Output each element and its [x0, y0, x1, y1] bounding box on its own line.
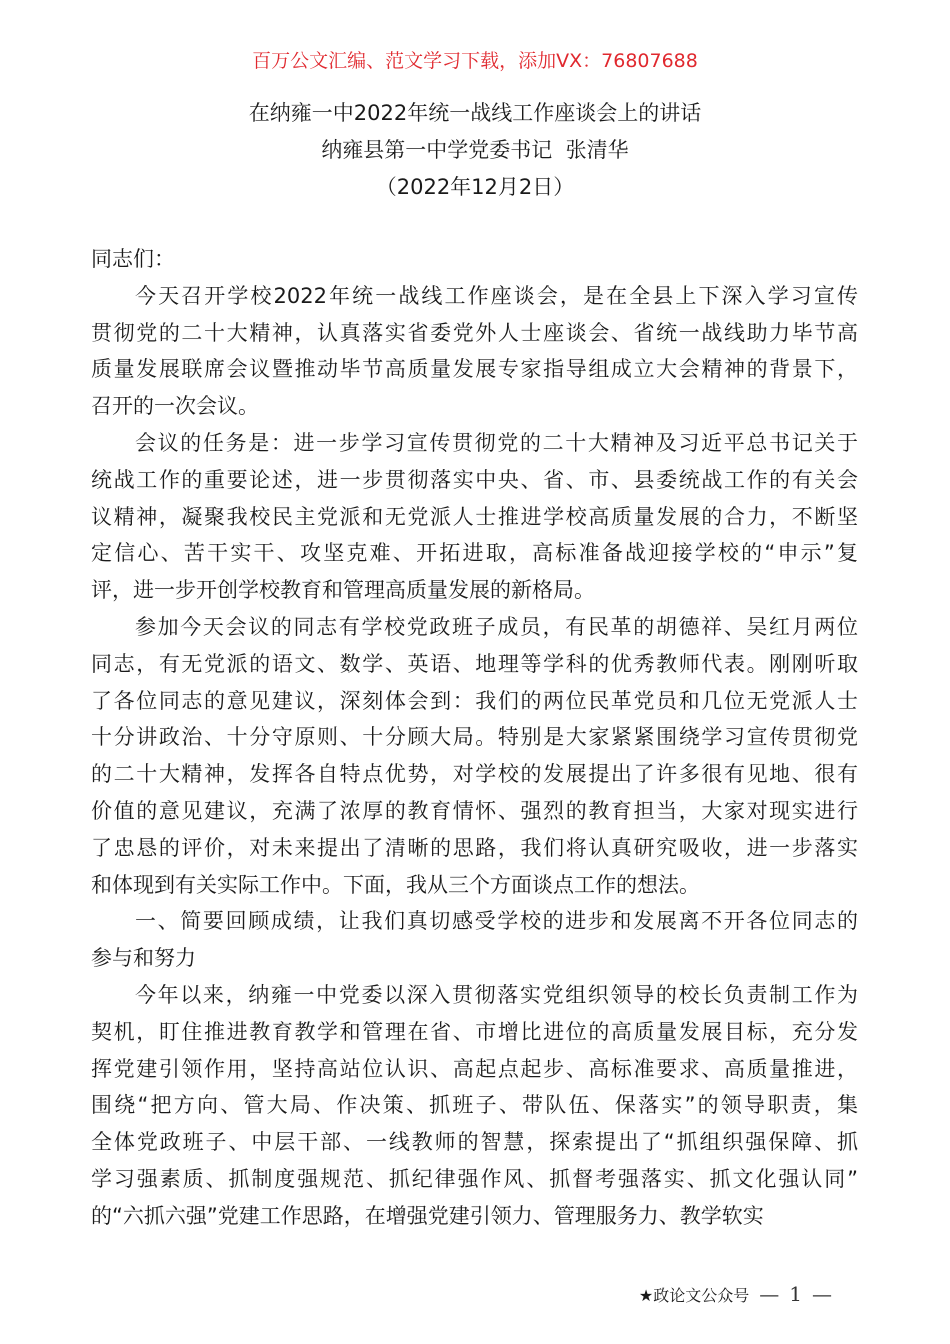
text-line: 了忠恳的评价，对未来提出了清晰的思路，我们将认真研究吸收，进一步落实: [91, 835, 858, 860]
paragraph: [91, 609, 858, 903]
footer-dash-right: —: [812, 1282, 832, 1306]
text-line: 围绕“把方向、管大局、作决策、抓班子、带队伍、保落实”的领导职责，集: [91, 1093, 858, 1118]
text-line: 了各位同志的意见建议，深刻体会到：我们的两位民革党员和几位无党派人士: [91, 688, 858, 713]
page-number: 1: [789, 1282, 802, 1306]
text-line: 的二十大精神，发挥各自特点优势，对学校的发展提出了许多很有见地、很有: [91, 762, 858, 787]
text-line: 同志们：: [91, 247, 175, 271]
text-line: 和体现到有关实际工作中。下面，我从三个方面谈点工作的想法。: [91, 872, 700, 897]
text-line: 今年以来，纳雍一中党委以深入贯彻落实党组织领导的校长负责制工作为: [135, 982, 858, 1007]
watermark-banner: 百万公文汇编、范文学习下载，添加VX：76807688: [252, 50, 698, 72]
text-line: 参与和努力: [91, 946, 196, 971]
footer-source: ★政论文公众号: [638, 1285, 750, 1305]
paragraph: [91, 977, 858, 1235]
text-line: 贯彻党的二十大精神，认真落实省委党外人士座谈会、省统一战线助力毕节高: [91, 320, 858, 345]
text-line: 统战工作的重要论述，进一步贯彻落实中央、省、市、县委统战工作的有关会: [91, 467, 858, 492]
text-line: 价值的意见建议，充满了浓厚的教育情怀、强烈的教育担当，大家对现实进行: [91, 798, 858, 823]
text-line: 的“六抓六强”党建工作思路，在增强党建引领力、管理服务力、教学软实: [91, 1203, 764, 1228]
speech-date: （2022年12月2日）: [375, 175, 575, 199]
text-line: 一、简要回顾成绩，让我们真切感受学校的进步和发展离不开各位同志的: [135, 909, 858, 934]
paragraph: [91, 241, 858, 278]
text-line: 同志，有无党派的语文、数学、英语、地理等学科的优秀教师代表。刚刚听取: [91, 651, 858, 676]
paragraph: [91, 425, 858, 609]
text-line: 契机，盯住推进教育教学和管理在省、市增比进位的高质量发展目标，充分发: [91, 1019, 858, 1044]
paragraph: [91, 278, 858, 425]
speech-title: 在纳雍一中2022年统一战线工作座谈会上的讲话: [248, 101, 702, 125]
text-line: 十分讲政治、十分守原则、十分顾大局。特别是大家紧紧围绕学习宣传贯彻党: [91, 725, 858, 750]
text-line: 参加今天会议的同志有学校党政班子成员，有民革的胡德祥、吴红月两位: [135, 614, 858, 639]
text-line: 学习强素质、抓制度强规范、抓纪律强作风、抓督考强落实、抓文化强认同”: [91, 1166, 858, 1191]
text-line: 会议的任务是：进一步学习宣传贯彻党的二十大精神及习近平总书记关于: [135, 430, 858, 455]
text-line: 质量发展联席会议暨推动毕节高质量发展专家指导组成立大会精神的背景下，: [91, 357, 858, 382]
text-line: 今天召开学校2022年统一战线工作座谈会，是在全县上下深入学习宣传: [135, 283, 858, 308]
text-line: 议精神，凝聚我校民主党派和无党派人士推进学校高质量发展的合力，不断坚: [91, 504, 858, 529]
text-line: 全体党政班子、中层干部、一线教师的智慧，探索提出了“抓组织强保障、抓: [91, 1130, 858, 1155]
speech-author: 纳雍县第一中学党委书记 张清华: [321, 138, 629, 162]
text-line: 挥党建引领作用，坚持高站位认识、高起点起步、高标准要求、高质量推进，: [91, 1056, 858, 1081]
section-heading: [91, 903, 858, 977]
text-line: 定信心、苦干实干、攻坚克难、开拓进取，高标准备战迎接学校的“申示”复: [91, 541, 858, 566]
text-line: 评，进一步开创学校教育和管理高质量发展的新格局。: [91, 578, 595, 603]
document-body: [91, 241, 858, 1235]
page-footer: [639, 1282, 832, 1306]
footer-dash-left: —: [759, 1282, 780, 1306]
text-line: 召开的一次会议。: [91, 394, 259, 419]
